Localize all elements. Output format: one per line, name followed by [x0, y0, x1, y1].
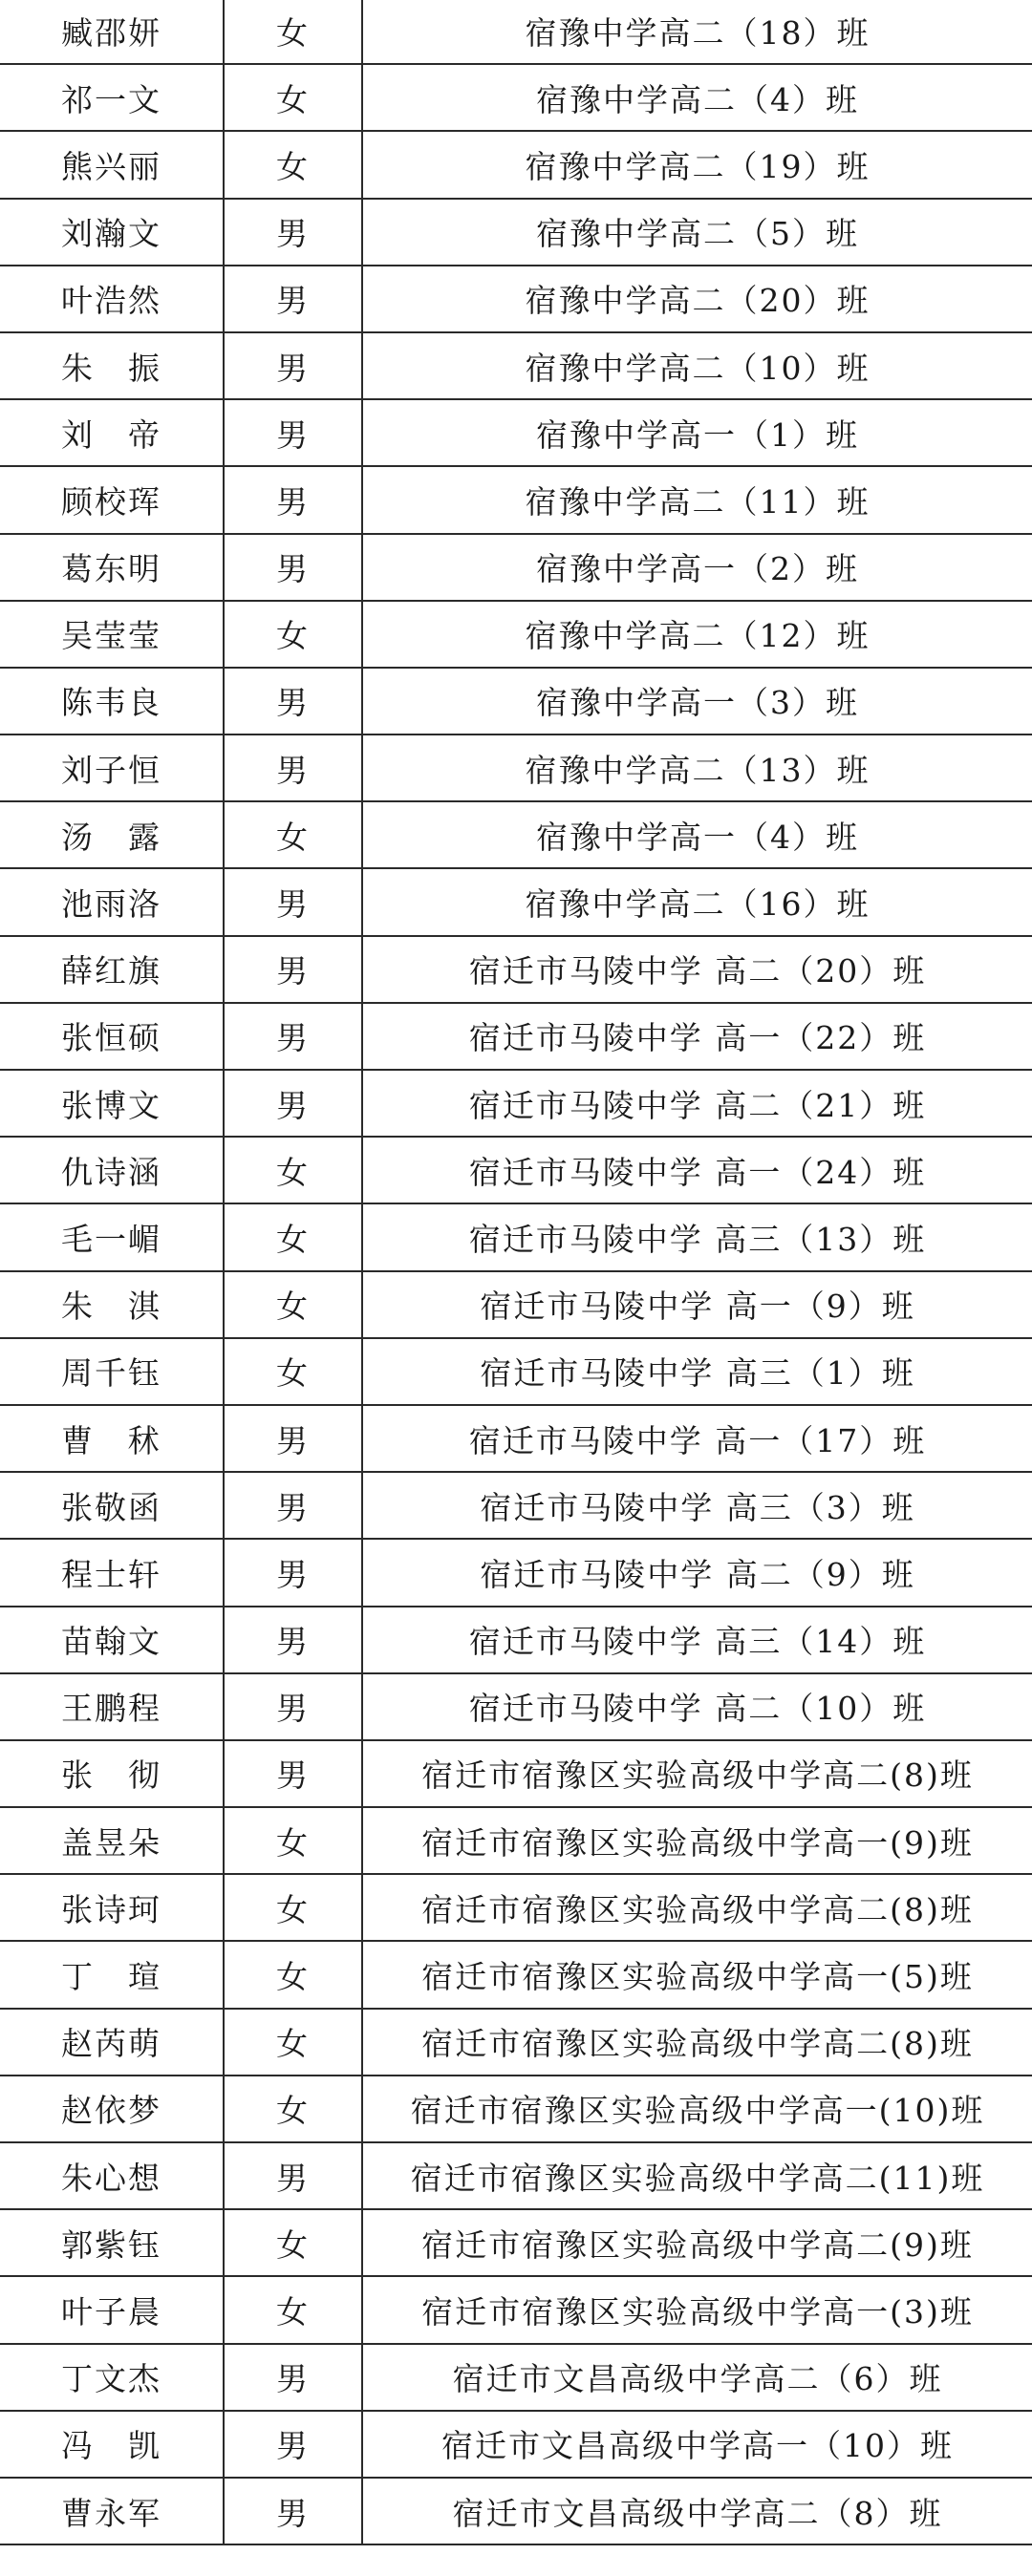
student-name-cell: 刘瀚文 [0, 199, 224, 266]
student-name-cell: 王鹏程 [0, 1673, 224, 1740]
student-name-cell: 冯 凯 [0, 2411, 224, 2478]
student-name-cell: 丁文杰 [0, 2344, 224, 2411]
class-cell: 宿迁市马陵中学 高一（9）班 [362, 1271, 1032, 1338]
gender-cell: 男 [224, 466, 362, 533]
class-cell: 宿豫中学高二（20）班 [362, 266, 1032, 332]
table-row [0, 466, 1032, 533]
table-row [0, 0, 1032, 64]
table-row [0, 801, 1032, 868]
table-row [0, 1807, 1032, 1874]
class-cell: 宿迁市马陵中学 高三（13）班 [362, 1203, 1032, 1270]
class-cell: 宿豫中学高二（13）班 [362, 734, 1032, 801]
table-row [0, 936, 1032, 1003]
table-row [0, 2076, 1032, 2142]
table-row [0, 2276, 1032, 2343]
student-name-cell: 赵依梦 [0, 2076, 224, 2142]
class-cell: 宿迁市宿豫区实验高级中学高一(3)班 [362, 2276, 1032, 2343]
gender-cell: 男 [224, 734, 362, 801]
gender-cell: 女 [224, 2209, 362, 2276]
class-cell: 宿迁市文昌高级中学高二（8）班 [362, 2478, 1032, 2544]
student-name-cell: 曹永军 [0, 2478, 224, 2544]
gender-cell: 男 [224, 2344, 362, 2411]
table-row [0, 199, 1032, 266]
gender-cell: 男 [224, 266, 362, 332]
student-name-cell: 薛红旗 [0, 936, 224, 1003]
student-name-cell: 程士轩 [0, 1539, 224, 1606]
class-cell: 宿迁市马陵中学 高一（24）班 [362, 1137, 1032, 1203]
table-row [0, 1137, 1032, 1203]
gender-cell: 女 [224, 131, 362, 198]
class-cell: 宿迁市文昌高级中学高二（6）班 [362, 2344, 1032, 2411]
student-name-cell: 赵芮萌 [0, 2009, 224, 2076]
student-name-cell: 毛一嵋 [0, 1203, 224, 1270]
class-cell: 宿豫中学高二（4）班 [362, 64, 1032, 131]
class-cell: 宿迁市马陵中学 高二（9）班 [362, 1539, 1032, 1606]
class-cell: 宿豫中学高二（19）班 [362, 131, 1032, 198]
gender-cell: 女 [224, 2276, 362, 2343]
student-name-cell: 臧邵妍 [0, 0, 224, 64]
student-name-cell: 叶浩然 [0, 266, 224, 332]
class-cell: 宿迁市宿豫区实验高级中学高二(8)班 [362, 2009, 1032, 2076]
class-cell: 宿迁市马陵中学 高二（20）班 [362, 936, 1032, 1003]
table-row [0, 1740, 1032, 1807]
gender-cell: 男 [224, 2478, 362, 2544]
table-row [0, 1941, 1032, 2008]
student-name-cell: 熊兴丽 [0, 131, 224, 198]
gender-cell: 女 [224, 1137, 362, 1203]
table-row [0, 2478, 1032, 2544]
student-name-cell: 张敬函 [0, 1472, 224, 1539]
gender-cell: 女 [224, 2076, 362, 2142]
student-name-cell: 张 彻 [0, 1740, 224, 1807]
class-cell: 宿迁市宿豫区实验高级中学高一(5)班 [362, 1941, 1032, 2008]
class-cell: 宿豫中学高一（3）班 [362, 668, 1032, 734]
class-cell: 宿迁市马陵中学 高三（14）班 [362, 1607, 1032, 1673]
student-name-cell: 祁一文 [0, 64, 224, 131]
class-cell: 宿豫中学高二（10）班 [362, 332, 1032, 399]
class-cell: 宿迁市宿豫区实验高级中学高二(11)班 [362, 2142, 1032, 2209]
student-name-cell: 张诗珂 [0, 1874, 224, 1941]
gender-cell: 男 [224, 868, 362, 935]
gender-cell: 女 [224, 1807, 362, 1874]
class-cell: 宿迁市马陵中学 高一（17）班 [362, 1405, 1032, 1472]
table-row [0, 131, 1032, 198]
student-name-cell: 曹 秫 [0, 1405, 224, 1472]
gender-cell: 男 [224, 1405, 362, 1472]
student-name-cell: 张博文 [0, 1070, 224, 1137]
gender-cell: 男 [224, 199, 362, 266]
gender-cell: 男 [224, 1539, 362, 1606]
student-name-cell: 朱 振 [0, 332, 224, 399]
student-name-cell: 汤 露 [0, 801, 224, 868]
table-row [0, 2009, 1032, 2076]
gender-cell: 男 [224, 1472, 362, 1539]
gender-cell: 男 [224, 1003, 362, 1070]
gender-cell: 男 [224, 399, 362, 466]
gender-cell: 男 [224, 1070, 362, 1137]
class-cell: 宿豫中学高二（12）班 [362, 601, 1032, 668]
class-cell: 宿迁市马陵中学 高一（22）班 [362, 1003, 1032, 1070]
student-name-cell: 郭紫钰 [0, 2209, 224, 2276]
student-name-cell: 刘 帝 [0, 399, 224, 466]
student-name-cell: 池雨洛 [0, 868, 224, 935]
table-row [0, 332, 1032, 399]
gender-cell: 女 [224, 2009, 362, 2076]
class-cell: 宿豫中学高一（1）班 [362, 399, 1032, 466]
gender-cell: 女 [224, 1203, 362, 1270]
class-cell: 宿迁市宿豫区实验高级中学高二(8)班 [362, 1740, 1032, 1807]
class-cell: 宿豫中学高一（4）班 [362, 801, 1032, 868]
table-row [0, 2411, 1032, 2478]
class-cell: 宿迁市宿豫区实验高级中学高一(9)班 [362, 1807, 1032, 1874]
table-row [0, 1338, 1032, 1405]
table-row [0, 668, 1032, 734]
class-cell: 宿迁市宿豫区实验高级中学高二(8)班 [362, 1874, 1032, 1941]
student-name-cell: 盖昱朵 [0, 1807, 224, 1874]
student-name-cell: 朱心想 [0, 2142, 224, 2209]
gender-cell: 女 [224, 1874, 362, 1941]
table-row [0, 734, 1032, 801]
class-cell: 宿迁市马陵中学 高三（3）班 [362, 1472, 1032, 1539]
table-row [0, 868, 1032, 935]
student-name-cell: 吴莹莹 [0, 601, 224, 668]
student-name-cell: 仇诗涵 [0, 1137, 224, 1203]
gender-cell: 男 [224, 936, 362, 1003]
table-row [0, 1070, 1032, 1137]
table-row [0, 1673, 1032, 1740]
table-row [0, 2209, 1032, 2276]
gender-cell: 男 [224, 1740, 362, 1807]
table-row [0, 534, 1032, 601]
gender-cell: 女 [224, 1271, 362, 1338]
table-row [0, 1405, 1032, 1472]
gender-cell: 男 [224, 668, 362, 734]
gender-cell: 女 [224, 801, 362, 868]
table-row [0, 1203, 1032, 1270]
table-row [0, 1874, 1032, 1941]
class-cell: 宿迁市马陵中学 高三（1）班 [362, 1338, 1032, 1405]
student-name-cell: 周千钰 [0, 1338, 224, 1405]
class-cell: 宿豫中学高二（5）班 [362, 199, 1032, 266]
class-cell: 宿豫中学高一（2）班 [362, 534, 1032, 601]
class-cell: 宿豫中学高二（18）班 [362, 0, 1032, 64]
table-row [0, 601, 1032, 668]
gender-cell: 男 [224, 2142, 362, 2209]
student-name-cell: 刘子恒 [0, 734, 224, 801]
table-row [0, 1472, 1032, 1539]
table-row [0, 1003, 1032, 1070]
gender-cell: 男 [224, 332, 362, 399]
table-row [0, 2142, 1032, 2209]
class-cell: 宿豫中学高二（11）班 [362, 466, 1032, 533]
student-name-cell: 叶子晨 [0, 2276, 224, 2343]
table-row [0, 399, 1032, 466]
gender-cell: 男 [224, 1673, 362, 1740]
student-name-cell: 朱 淇 [0, 1271, 224, 1338]
class-cell: 宿迁市宿豫区实验高级中学高二(9)班 [362, 2209, 1032, 2276]
gender-cell: 女 [224, 0, 362, 64]
gender-cell: 男 [224, 2411, 362, 2478]
class-cell: 宿迁市马陵中学 高二（21）班 [362, 1070, 1032, 1137]
student-name-cell: 葛东明 [0, 534, 224, 601]
table-row [0, 266, 1032, 332]
table-row [0, 1607, 1032, 1673]
student-name-cell: 顾校珲 [0, 466, 224, 533]
table-row [0, 1271, 1032, 1338]
class-cell: 宿迁市宿豫区实验高级中学高一(10)班 [362, 2076, 1032, 2142]
gender-cell: 男 [224, 534, 362, 601]
table-row [0, 64, 1032, 131]
table-row [0, 1539, 1032, 1606]
student-name-cell: 陈韦良 [0, 668, 224, 734]
gender-cell: 女 [224, 64, 362, 131]
student-name-cell: 苗翰文 [0, 1607, 224, 1673]
student-name-cell: 张恒硕 [0, 1003, 224, 1070]
class-cell: 宿豫中学高二（16）班 [362, 868, 1032, 935]
gender-cell: 男 [224, 1607, 362, 1673]
table-row [0, 2344, 1032, 2411]
class-cell: 宿迁市马陵中学 高二（10）班 [362, 1673, 1032, 1740]
gender-cell: 女 [224, 1338, 362, 1405]
student-name-cell: 丁 瑄 [0, 1941, 224, 2008]
gender-cell: 女 [224, 601, 362, 668]
class-cell: 宿迁市文昌高级中学高一（10）班 [362, 2411, 1032, 2478]
gender-cell: 女 [224, 1941, 362, 2008]
